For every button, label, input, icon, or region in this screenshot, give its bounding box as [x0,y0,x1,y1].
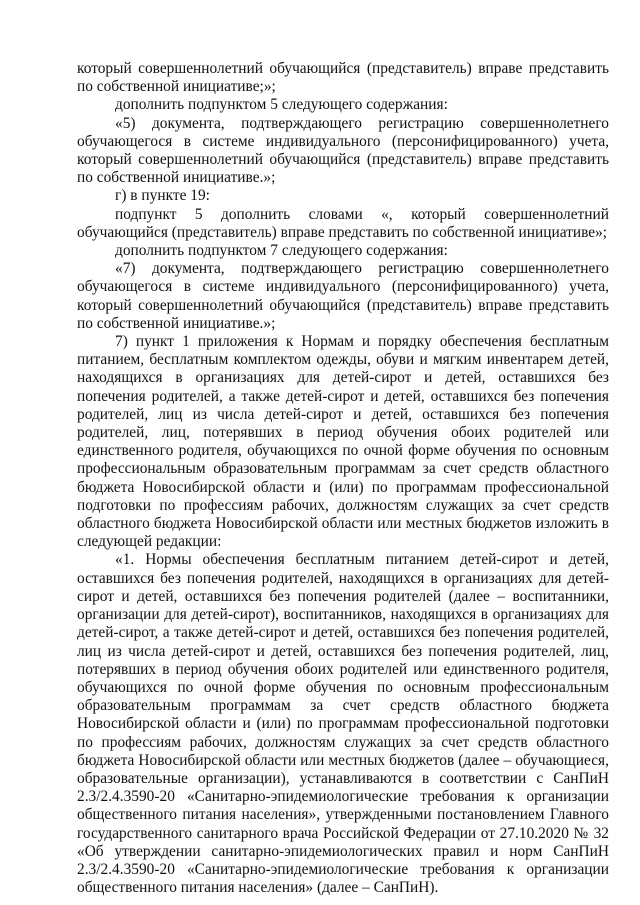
paragraph-continuation: который совершеннолетний обучающийся (представитель) вправе представить по собственной инициативе;»; [77,60,609,96]
paragraph-add-subpoint-5: дополнить подпунктом 5 следующего содержания: [115,96,448,114]
paragraph-add-subpoint-7: дополнить подпунктом 7 следующего содержания: [115,242,448,260]
paragraph-item-7: 7) пункт 1 приложения к Нормам и порядку обеспечения бесплатным питанием, бесплатным комплектом одежды, обуви и мягким инвентарем детей, находящихся в организациях для детей-сирот и детей, оставшихся без попечения родителей, а также детей-сирот и детей, оставшихся без попечения родителей, лиц из числа детей-сирот и детей, оставшихся без попечения родителей, лиц, потерявших в период обучения обоих родителей или единственного родителя, обучающихся по очной форме обучения по основным профессиональным образовательным программам за счет средств областного бюджета Новосибирской области и (или) по программам профессиональной подготовки по профессиям рабочих, должностям служащих за счет средств областного бюджета Новосибирской области или местных бюджетов изложить в следующей редакции: [77,333,609,551]
paragraph-subpoint-5-text: «5) документа, подтверждающего регистрацию совершеннолетнего обучающегося в системе индивидуального (персонифицированного) учета, который совершеннолетний обучающийся (представитель) вправе представить по собственной инициативе.»; [77,114,609,187]
paragraph-subpoint-7-text: «7) документа, подтверждающего регистрацию совершеннолетнего обучающегося в системе индивидуального (персонифицированного) учета, который совершеннолетний обучающийся (представитель) вправе представить по собственной инициативе.»; [77,260,609,332]
paragraph-point-19: г) в пункте 19: [115,187,210,205]
paragraph-subpoint-5-amendment: подпункт 5 дополнить словами «, который совершеннолетний обучающийся (представитель) вправе представить по собственной инициативе»; [77,205,609,241]
paragraph-norms-quote: «1. Нормы обеспечения бесплатным питанием детей-сирот и детей, оставшихся без попечения родителей, находящихся в организациях для детей-сирот и детей, оставшихся без попечения родителей (далее – воспитанники, организации для детей-сирот), воспитанников, находящихся в организациях для детей-сирот, а также детей-сирот и детей, оставшихся без попечения родителей, лиц из числа детей-сирот и детей, оставшихся без попечения родителей, лиц, потерявших в период обучения обоих родителей или единственного родителя, обучающихся по очной форме обучения по основным профессиональным образовательным программам за счет средств областного бюджета Новосибирской области и (или) по программам профессиональной подготовки по профессиям рабочих, должностям служащих за счет средств областного бюджета Новосибирской области или местных бюджетов (далее – обучающиеся, образовательные организации), устанавливаются в соответствии с СанПиН 2.3/2.4.3590-20 «Санитарно-эпидемиологические требования к организации общественного питания населения», утвержденными постановлением Главного государственного санитарного врача Российской Федерации от 27.10.2020 № 32 «Об утверждении санитарно-эпидемиологических правил и норм СанПиН 2.3/2.4.3590-20 «Санитарно-эпидемиологические требования к организации общественного питания населения» (далее – СанПиН). [77,551,609,897]
document-body [77,60,609,897]
